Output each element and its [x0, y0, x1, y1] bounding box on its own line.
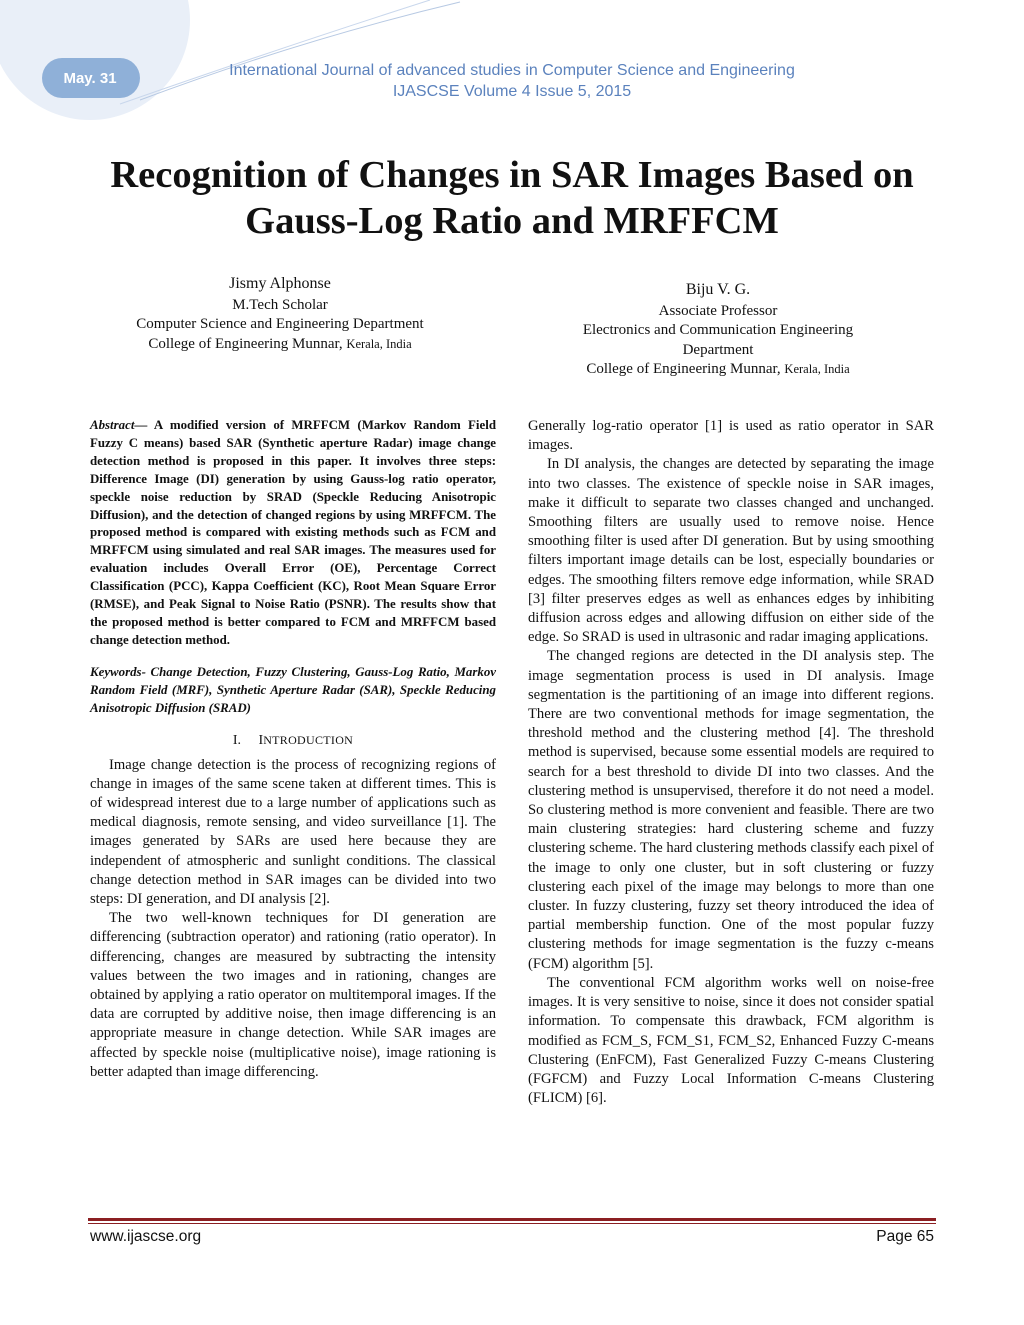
footer-rule [88, 1218, 936, 1221]
author-block-2 [518, 280, 918, 380]
section-number: I. [232, 732, 242, 748]
author-location: Kerala, India [784, 362, 850, 376]
paragraph: The two well-known techniques for DI generation are differencing (subtraction operator) and rationing (ratio operator). In differencing, changes are measured by subtracting the intensity values between the two images and in rationing, changes are obtained by applying a ratio operator on multitemporal images. If the data are corrupted by additive noise, then image differencing is an appropriate measure in change detection. While SAR images are affected by speckle noise (multiplicative noise), image rationing is better adapted than image differencing. [90, 910, 496, 1080]
author-role: Associate Professor [658, 302, 778, 319]
author-location: Kerala, India [346, 336, 412, 351]
author-department-cont: Department [682, 341, 754, 358]
abstract-dash: — [134, 418, 154, 432]
author-name: Jismy Alphonse [229, 275, 331, 292]
title-line-2: Gauss-Log Ratio and MRFFCM [245, 200, 779, 242]
paragraph: The conventional FCM algorithm works well on noise-free images. It is very sensitive to noise, since it does not consider spatial information. To compensate this drawback, FCM algorithm is modified as FCM_S, FCM_S1, FCM_S2, Enhanced Fuzzy C-means Clustering (EnFCM), Fast Generalized Fuzzy C-means Clustering (FGFCM) and Fuzzy Local Information C-means Clustering (FLICM) [6]. [528, 974, 934, 1107]
footer-website: www.ijascse.org [90, 1228, 202, 1245]
author-name: Biju V. G. [685, 281, 751, 298]
right-column [528, 417, 934, 1108]
title-line-1: Recognition of Changes in SAR Images Based on [110, 154, 914, 196]
author-department: Computer Science and Engineering Department [136, 316, 424, 332]
keywords: Keywords- Change Detection, Fuzzy Clustering, Gauss-Log Ratio, Markov Random Field (MRF), Synthetic Aperture Radar (SAR), Speckle Reducing Anisotropic Diffusion (SRAD) [90, 664, 496, 715]
paragraph: Generally log-ratio operator [1] is used as ratio operator in SAR images. [528, 418, 934, 454]
author-role: M.Tech Scholar [232, 296, 328, 313]
paragraph: In DI analysis, the changes are detected by separating the image into two classes. The existence of speckle noise in SAR images, make it difficult to separate two classes changed and unchanged. Smoothing filters are usually used to remove noise. Hence smoothing filter is used after DI generation. But by using smoothing filters important image details can be lost, especially boundaries or edges. The smoothing filters remove edge information, while SRAD [3] filter preserves edges as well as enhances edges by inhibiting diffusion across edges and allowing diffusion on either side of the edge. So SRAD is used in ultrasonic and radar imaging applications. [528, 456, 934, 646]
author-affiliation [80, 335, 480, 355]
author-block-1 [80, 274, 480, 354]
date-badge: May. 31 [63, 69, 117, 87]
author-department: Electronics and Communication Engineering [582, 322, 854, 338]
section-title-initial: I [258, 732, 264, 748]
paper-title [40, 152, 984, 244]
abstract-label: Abstract [90, 418, 135, 432]
section-title-rest: NTRODUCTION [263, 732, 354, 747]
footer-rule-thin [88, 1223, 936, 1224]
author-college: College of Engineering Munnar, [586, 361, 785, 377]
author-affiliation [518, 360, 918, 380]
paragraph: The changed regions are detected in the DI analysis step. The image segmentation process is used in DI analysis. Image segmentation is the partitioning of an image into different regions. There are two conventional methods for image segmentation, the threshold method and the clustering method [4]. The threshold method is supervised, because some essential models are required to search for a best threshold to divide DI into two classes. And the clustering method is unsupervised, therefore it do not need a model. So clustering method is more convenient and feasible. There are two main clustering strategies: hard clustering scheme and fuzzy clustering scheme. The hard clustering methods classify each pixel of the image to only one cluster, but in soft clustering or fuzzy clustering each pixel of the image may belongs to more than one cluster. In fuzzy clustering, fuzzy set theory introduced the idea of partial membership function. One of the most popular fuzzy clustering methods for image segmentation is the fuzzy c-means (FCM) algorithm [5]. [528, 648, 934, 972]
abstract [90, 417, 496, 650]
paragraph: Image change detection is the process of recognizing regions of change in images of the same scene taken at different times. This is of widespread interest due to a large number of applications such as medical diagnosis, remote sensing, and video surveillance [1]. The images generated by SARs are used here because they are independent of atmospheric and sunlight conditions. The classical change detection method in SAR images can be divided into two steps: DI generation, and DI analysis [2]. [90, 756, 496, 907]
journal-name: International Journal of advanced studies in Computer Science and Engineering [229, 62, 795, 79]
section-heading [90, 730, 496, 751]
abstract-text: A modified version of MRFFCM (Markov Random Field Fuzzy C means) based SAR (Synthetic aperture Radar) image change detection method is proposed in this paper. It involves three steps: Difference Image (DI) generation by using Gauss-log ratio operator, speckle noise reduction by SRAD (Speckle Reducing Anisotropic Diffusion), and the detection of changed regions by using MRFFCM. The proposed method is compared with existing methods such as FCM and MRFFCM using simulated and real SAR images. The measures used for evaluation includes Overall Error (OE), Percentage Correct Classification (PCC), Kappa Coefficient (KC), Root Mean Square Error (RMSE), and Peak Signal to Noise Ratio (PSNR). The results show that the proposed method is better compared to FCM and MRFFCM based change detection method. [90, 418, 496, 647]
footer-page-number: Page 65 [876, 1228, 934, 1245]
author-college: College of Engineering Munnar, [148, 335, 347, 352]
journal-volume: IJASCSE Volume 4 Issue 5, 2015 [392, 83, 632, 100]
left-column [90, 417, 496, 1082]
